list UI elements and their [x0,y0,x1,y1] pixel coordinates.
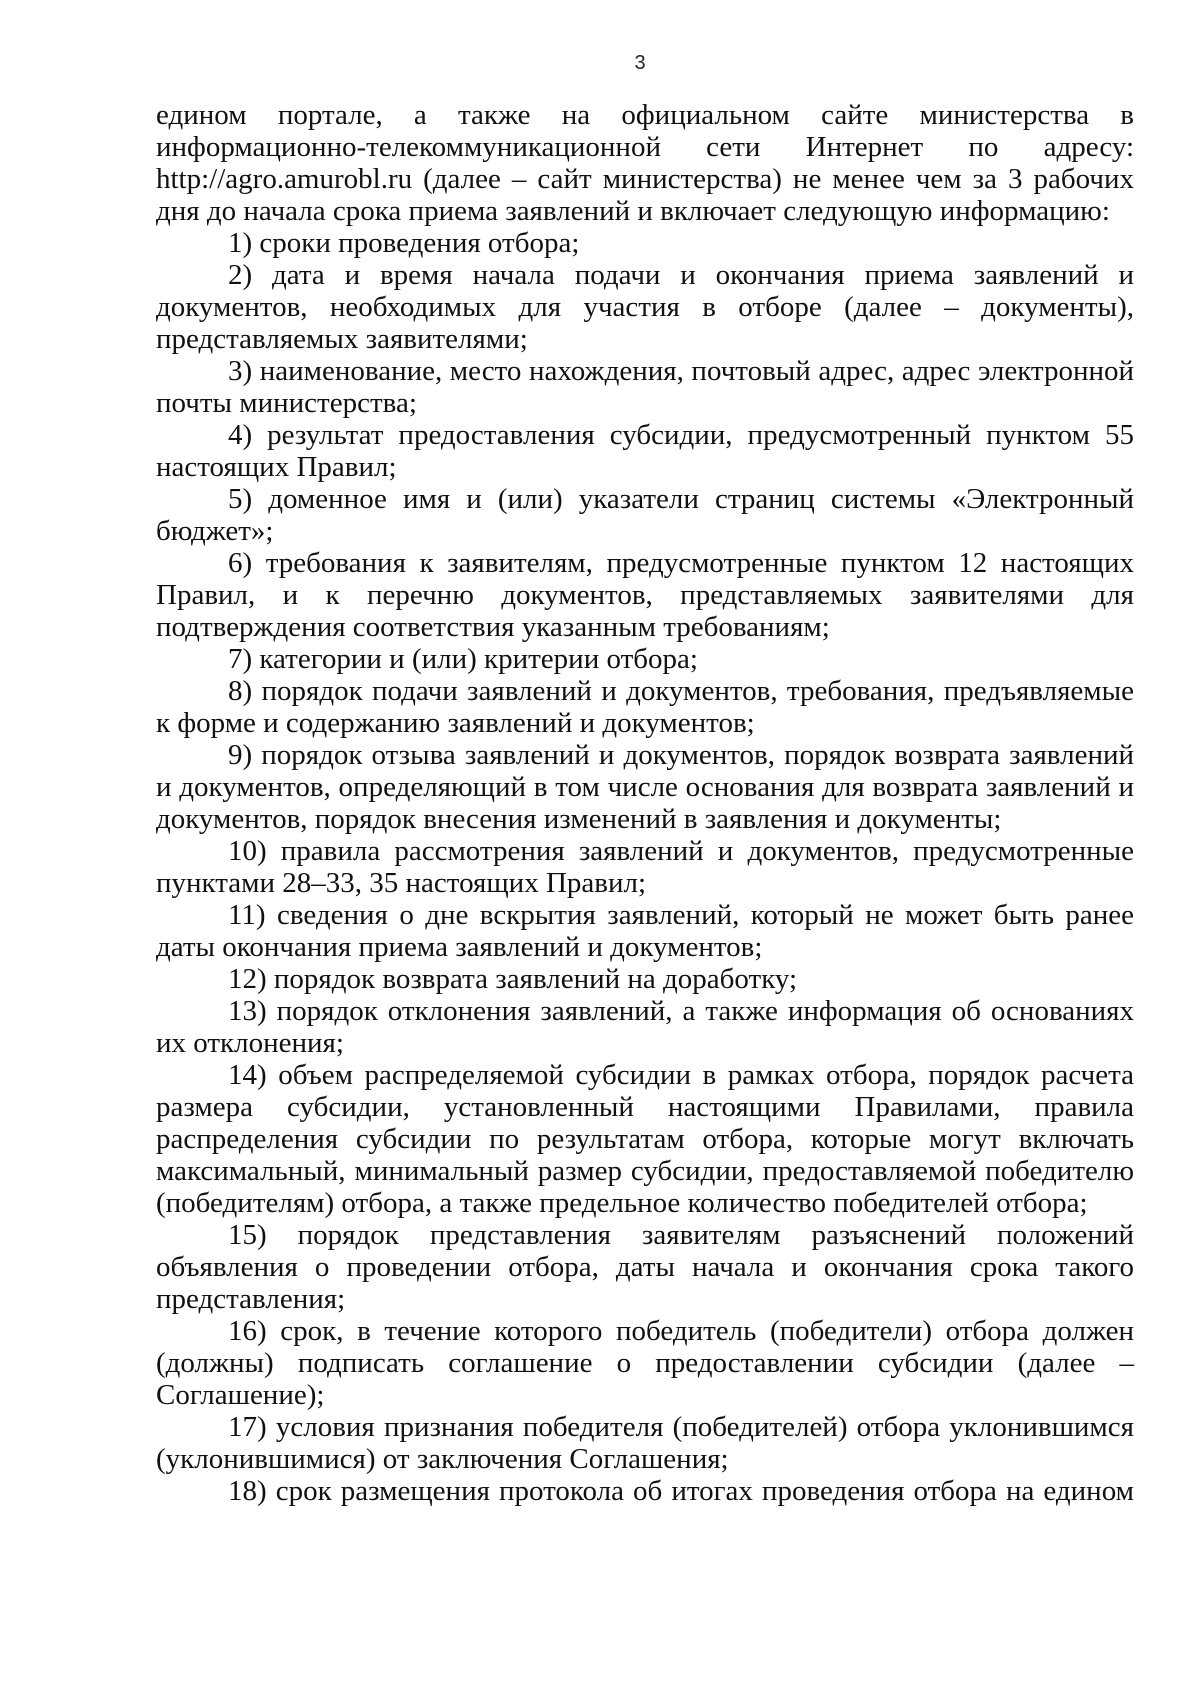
list-item-13: 13) порядок отклонения заявлений, а также информация об основаниях их отклонения; [156,995,1134,1059]
list-item-3: 3) наименование, место нахождения, почтовый адрес, адрес электронной почты министерства; [156,355,1134,419]
list-item-12: 12) порядок возврата заявлений на доработку; [228,963,798,995]
list-item-10: 10) правила рассмотрения заявлений и документов, предусмотренные пунктами 28–33, 35 настоящих Правил; [156,835,1134,899]
list-item-9: 9) порядок отзыва заявлений и документов, порядок возврата заявлений и документов, определяющий в том числе основания для возврата заявлений и документов, порядок внесения изменений в заявления и документы; [156,739,1134,835]
list-item-16: 16) срок, в течение которого победитель (победители) отбора должен (должны) подписать соглашение о предоставлении субсидии (далее – Соглашение); [156,1315,1134,1411]
list-item-18: 18) срок размещения протокола об итогах проведения отбора на едином [228,1475,1134,1507]
document-body [156,99,1134,1507]
list-item-2: 2) дата и время начала подачи и окончания приема заявлений и документов, необходимых для участия в отборе (далее – документы), представляемых заявителями; [156,259,1134,355]
list-item-8: 8) порядок подачи заявлений и документов, требования, предъявляемые к форме и содержанию заявлений и документов; [156,675,1134,739]
list-item-17: 17) условия признания победителя (победителей) отбора уклонившимся (уклонившимися) от заключения Соглашения; [156,1411,1134,1475]
list-item-4: 4) результат предоставления субсидии, предусмотренный пунктом 55 настоящих Правил; [156,419,1134,483]
list-item-1: 1) сроки проведения отбора; [228,227,580,259]
list-item-6: 6) требования к заявителям, предусмотренные пунктом 12 настоящих Правил, и к перечню документов, представляемых заявителями для подтверждения соответствия указанным требованиям; [156,547,1134,643]
list-item-7: 7) категории и (или) критерии отбора; [228,643,698,675]
list-item-5: 5) доменное имя и (или) указатели страниц системы «Электронный бюджет»; [156,483,1134,547]
paragraph-intro: едином портале, а также на официальном сайте министерства в информационно-телекоммуникационной сети Интернет по адресу: http://agro.amurobl.ru (далее – сайт министерства) не менее чем за 3 рабочих дня до начала срока приема заявлений и включает следующую информацию: [156,99,1134,227]
list-item-14: 14) объем распределяемой субсидии в рамках отбора, порядок расчета размера субсидии, установленный настоящими Правилами, правила распределения субсидии по результатам отбора, которые могут включать максимальный, минимальный размер субсидии, предоставляемой победителю (победителям) отбора, а также предельное количество победителей отбора; [156,1059,1134,1219]
list-item-11: 11) сведения о дне вскрытия заявлений, который не может быть ранее даты окончания приема заявлений и документов; [156,899,1134,963]
page-number: 3 [634,52,646,74]
list-item-15: 15) порядок представления заявителям разъяснений положений объявления о проведении отбора, даты начала и окончания срока такого представления; [156,1219,1134,1315]
